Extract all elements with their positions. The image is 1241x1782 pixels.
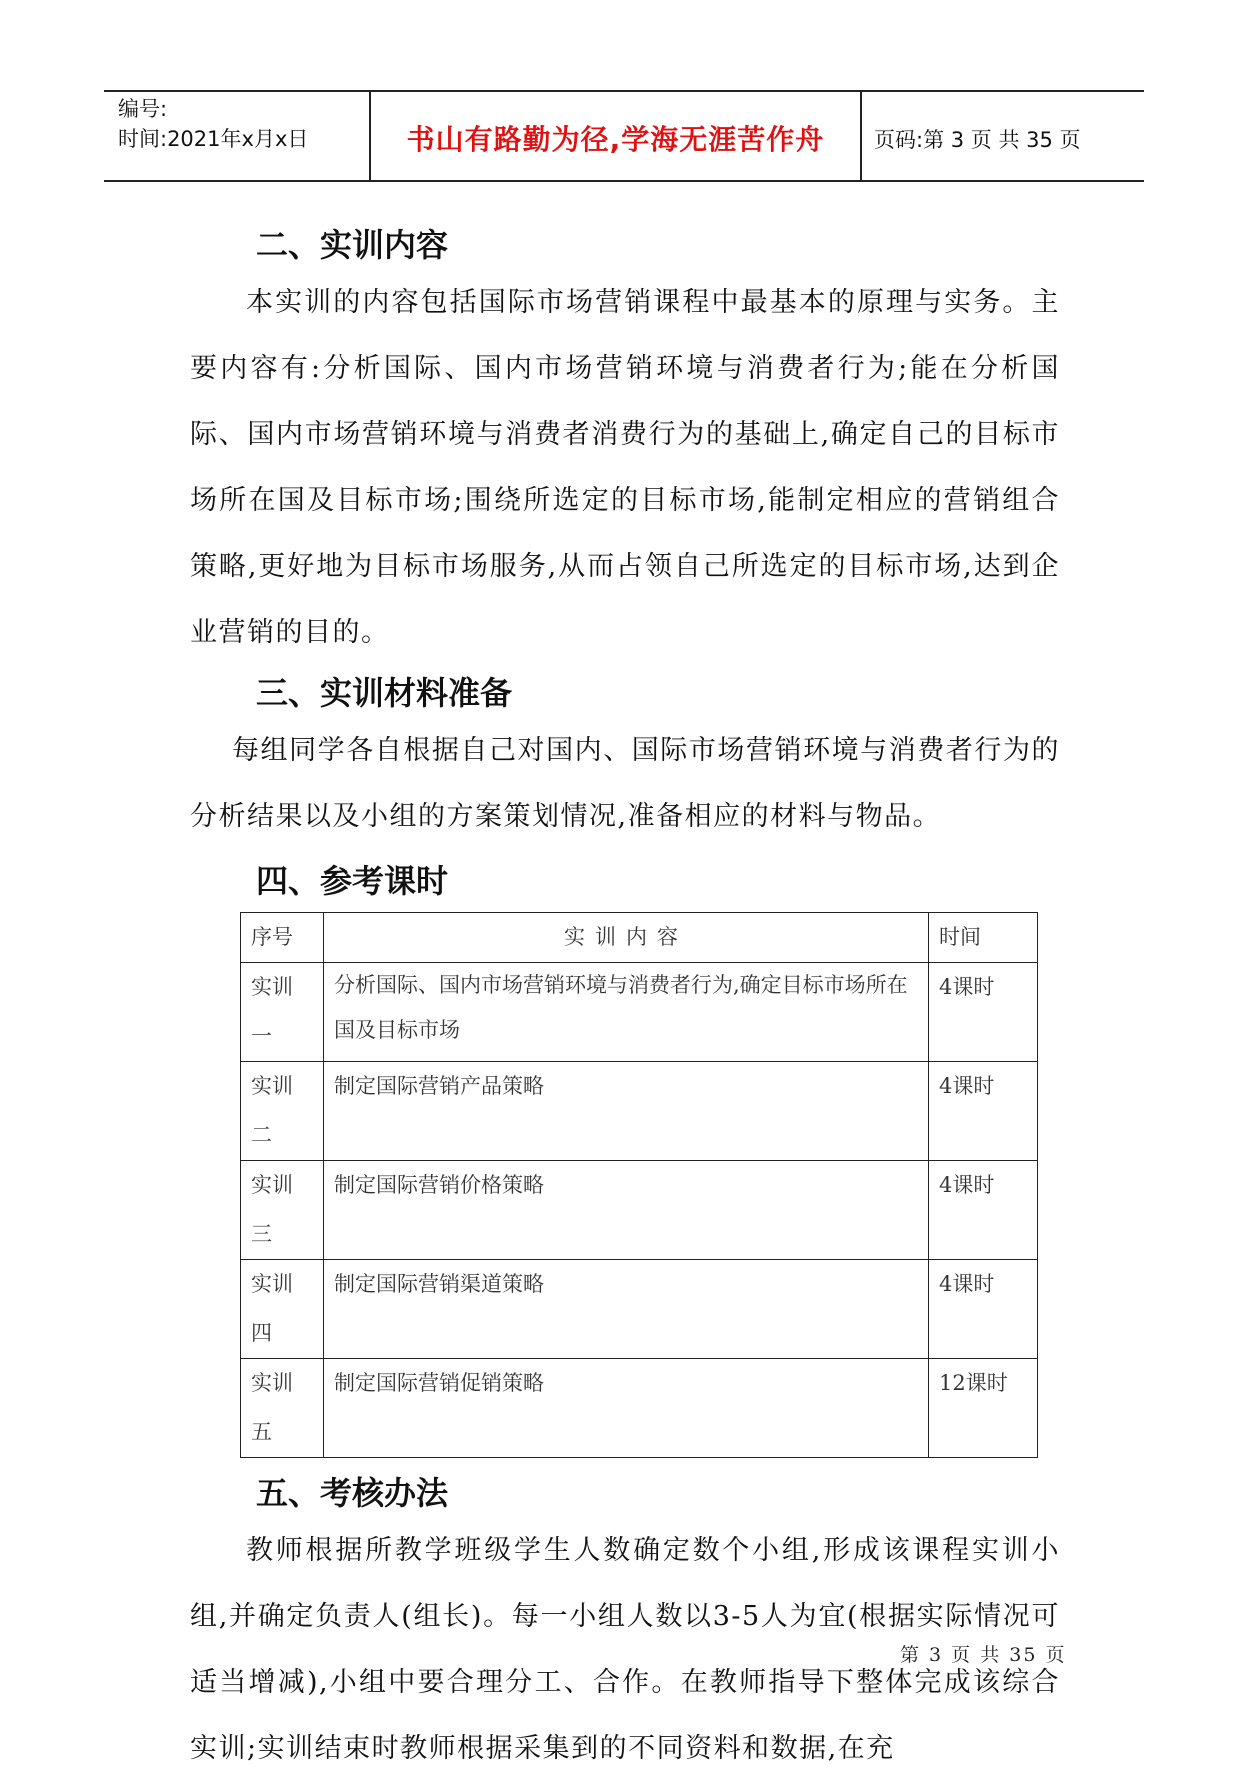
table-cell-no: 实训二 <box>241 1062 324 1161</box>
table-cell-content: 制定国际营销产品策略 <box>324 1062 929 1161</box>
table-cell-content: 制定国际营销促销策略 <box>324 1359 929 1458</box>
table-header-cell: 序号 <box>241 913 324 963</box>
table-cell-time: 12课时 <box>929 1359 1038 1458</box>
section-body-assessment: 教师根据所教学班级学生人数确定数个小组,形成该课程实训小组,并确定负责人(组长)。每一小组人数以3-5人为宜(根据实际情况可适当增减),小组中要合理分工、合作。在教师指导下整体完成该综合实训;实训结束时教师根据采集到的不同资料和数据,在充 <box>190 1535 1060 1764</box>
hours-table <box>240 912 1038 1458</box>
table-header-cell: 时间 <box>929 913 1038 963</box>
section-body-training-content: 本实训的内容包括国际市场营销课程中最基本的原理与实务。主要内容有:分析国际、国内市场营销环境与消费者行为;能在分析国际、国内市场营销环境与消费者消费行为的基础上,确定自己的目标市场所在国及目标市场;围绕所选定的目标市场,能制定相应的营销组合策略,更好地为目标市场服务,从而占领自己所选定的目标市场,达到企业营销的目的。 <box>190 287 1060 648</box>
section-title-reference-hours: 四、参考课时 <box>256 862 449 900</box>
table-cell-time: 4课时 <box>929 1062 1038 1161</box>
table-row <box>241 963 1038 1062</box>
table-header-row <box>241 913 1038 963</box>
section-title-assessment: 五、考核办法 <box>256 1474 449 1512</box>
header-page-label: 页码:第 3 页 共 35 页 <box>874 128 1081 152</box>
table-cell-time: 4课时 <box>929 1161 1038 1260</box>
table-row <box>241 1161 1038 1260</box>
table-row <box>241 1359 1038 1458</box>
table-cell-no: 实训一 <box>241 963 324 1062</box>
section-body-materials: 每组同学各自根据自己对国内、国际市场营销环境与消费者行为的分析结果以及小组的方案策划情况,准备相应的材料与物品。 <box>190 735 1060 832</box>
table-row <box>241 1260 1038 1359</box>
table-cell-content: 制定国际营销渠道策略 <box>324 1260 929 1359</box>
table-cell-no: 实训四 <box>241 1260 324 1359</box>
header-number-label: 编号: <box>118 97 168 121</box>
page-header <box>104 90 1144 182</box>
section-title-training-content: 二、实训内容 <box>256 226 449 264</box>
table-cell-no: 实训三 <box>241 1161 324 1260</box>
document-body <box>190 220 1060 1782</box>
header-motto: 书山有路勤为径,学海无涯苦作舟 <box>406 123 825 156</box>
section-title-materials: 三、实训材料准备 <box>256 674 513 712</box>
table-cell-content: 制定国际营销价格策略 <box>324 1161 929 1260</box>
header-meta <box>118 94 368 154</box>
page-footer: 第 3 页 共 35 页 <box>900 1644 1067 1666</box>
header-time-label: 时间:2021年x月x日 <box>118 127 309 151</box>
table-cell-no: 实训五 <box>241 1359 324 1458</box>
table-cell-content: 分析国际、国内市场营销环境与消费者行为,确定目标市场所在国及目标市场 <box>324 963 929 1062</box>
header-divider <box>860 92 862 180</box>
table-header-cell: 实训内容 <box>324 913 929 963</box>
table-cell-time: 4课时 <box>929 1260 1038 1359</box>
table-row <box>241 1062 1038 1161</box>
table-cell-time: 4课时 <box>929 963 1038 1062</box>
